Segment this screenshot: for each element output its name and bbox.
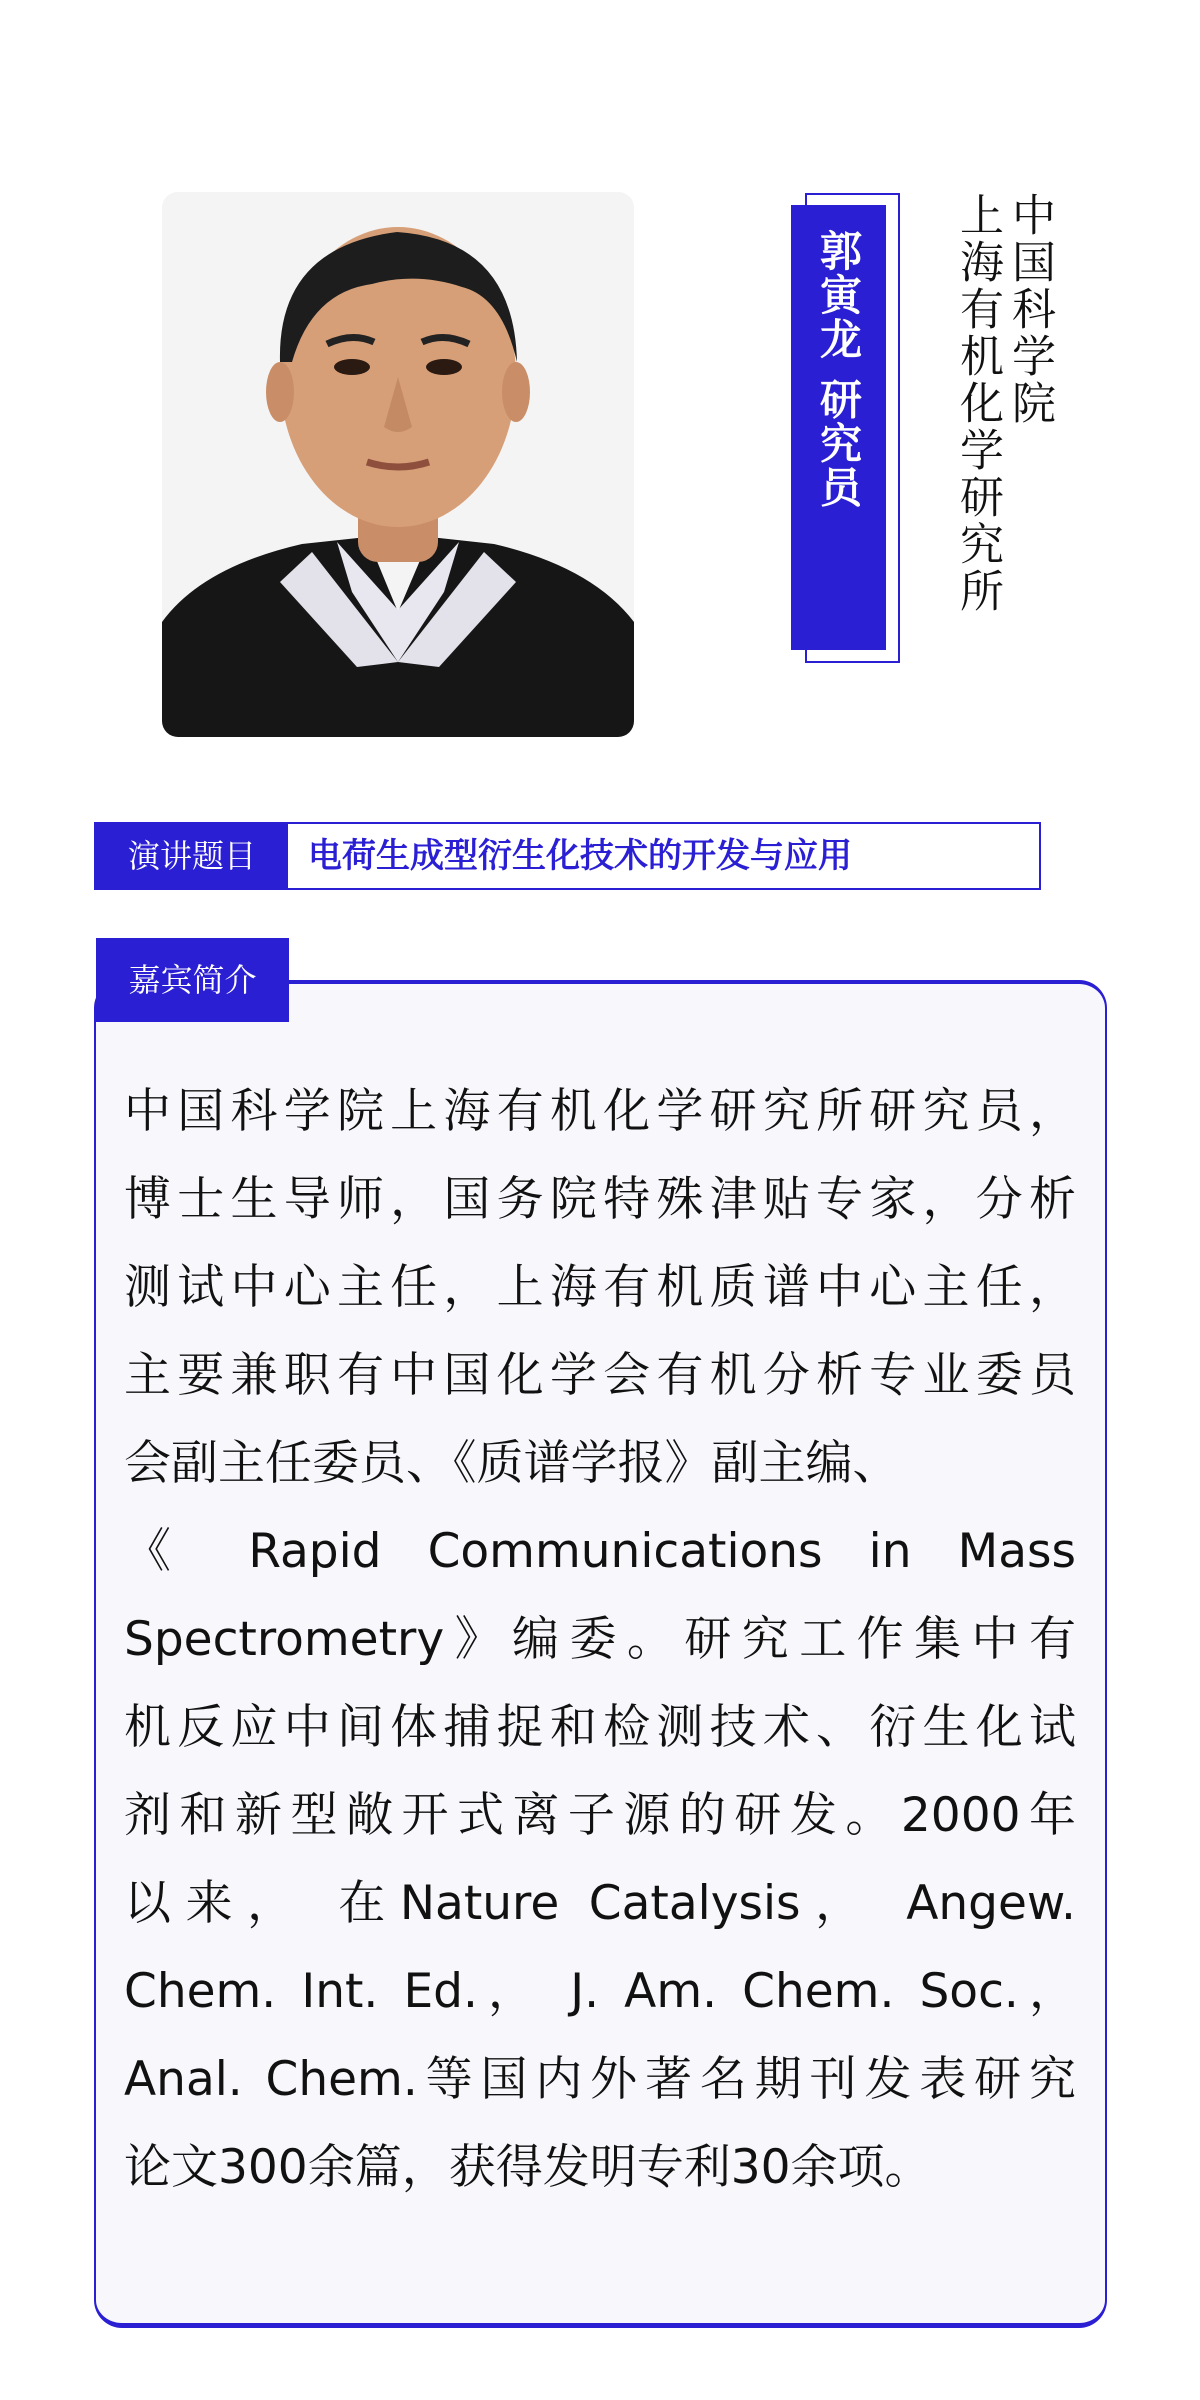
speaker-portrait [162, 192, 634, 737]
speaker-bio-text [124, 1068, 1076, 2212]
bio-line: 博士生导师，国务院特殊津贴专家，分析 [124, 1172, 1076, 1227]
speaker-institution [925, 192, 1055, 642]
bio-line: 中国科学院上海有机化学研究所研究员， [124, 1084, 1076, 1139]
bio-line: 以来， 在Nature Catalysis， Angew. [124, 1876, 1076, 1931]
bio-line: 机反应中间体捕捉和检测技术、衍生化试 [124, 1700, 1076, 1755]
speaker-name-title: 郭寅龙 研究员 [814, 229, 863, 510]
bio-line: 论文300余篇，获得发明专利30余项。 [124, 2140, 932, 2195]
portrait-image [162, 192, 634, 737]
bio-line: Anal. Chem.等国内外著名期刊发表研究 [124, 2052, 1076, 2107]
institution-line-2: 上海有机化学研究所 [952, 192, 1003, 615]
bio-line: Chem. Int. Ed.， J. Am. Chem. Soc.， [124, 1964, 1076, 2019]
talk-topic-box [94, 822, 1041, 890]
bio-line: Spectrometry》编委。研究工作集中有 [124, 1612, 1076, 1667]
talk-topic-title: 电荷生成型衍生化技术的开发与应用 [308, 836, 852, 876]
talk-topic-label: 演讲题目 [96, 824, 288, 888]
institution-line-1: 中国科学院 [1004, 192, 1055, 427]
bio-line: 主要兼职有中国化学会有机分析专业委员 [124, 1348, 1076, 1403]
bio-line: 剂和新型敞开式离子源的研发。2000年 [124, 1788, 1076, 1843]
bio-line: 会副主任委员、《质谱学报》副主编、 [124, 1436, 900, 1491]
bio-line: 《 Rapid Communications in Mass [124, 1524, 1076, 1579]
name-plate [791, 205, 886, 650]
bio-line: 测试中心主任，上海有机质谱中心主任， [124, 1260, 1076, 1315]
speaker-bio-label: 嘉宾简介 [96, 938, 289, 1022]
